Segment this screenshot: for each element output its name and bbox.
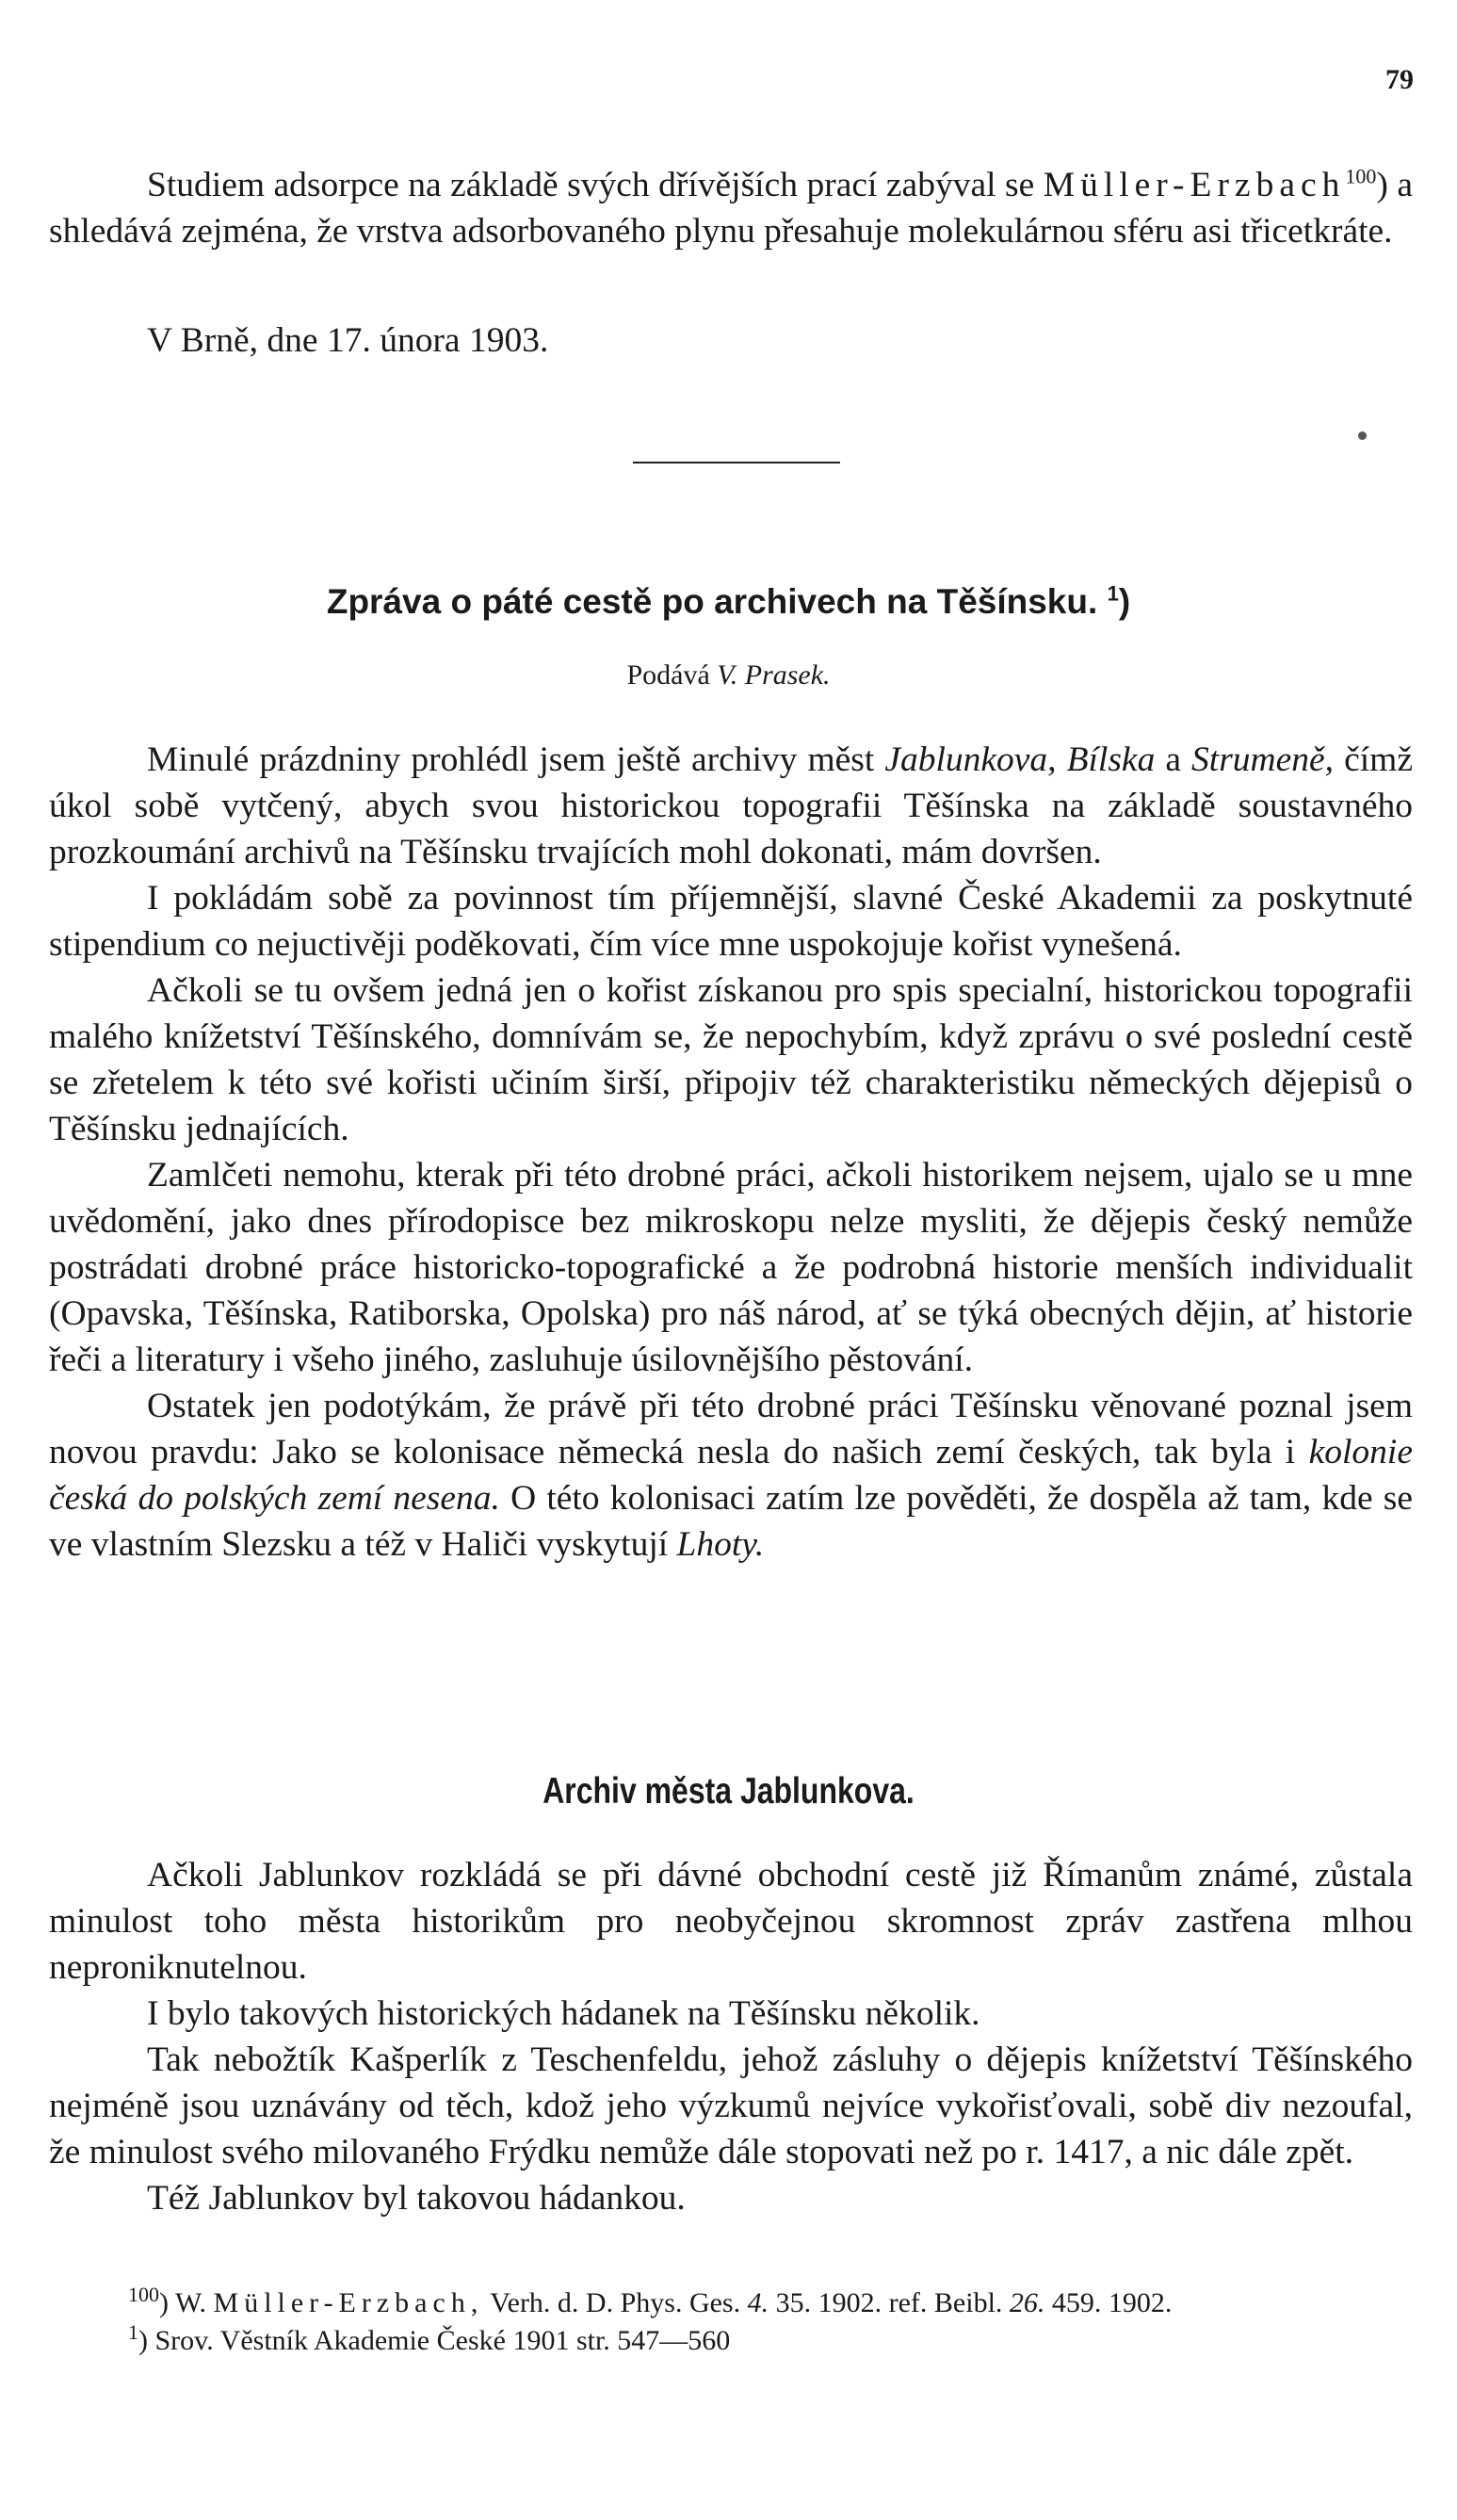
- date-line: V Brně, dne 17. února 1903.: [147, 321, 549, 360]
- footnote-100-marker: 100: [128, 2283, 159, 2306]
- section-paragraph-2: I bylo takových historických hádanek na Těšínsku několik.: [147, 1994, 980, 2033]
- p1-places: Jablunkova, Bílska: [884, 740, 1156, 779]
- print-speck: [1358, 431, 1367, 440]
- byline: [0, 659, 1457, 691]
- fn1-volume: 4.: [747, 2287, 769, 2318]
- fn1-text-d: 459. 1902.: [1044, 2287, 1173, 2318]
- footnote-100: [49, 2284, 1413, 2322]
- footnotes: [49, 2284, 1413, 2360]
- p1-text-a: Minulé prázdniny prohlédl jsem ještě archivy měst: [147, 740, 885, 779]
- paragraph-3: Ačkoli se tu ovšem jedná jen o kořist získanou pro spis specialní, historickou topografii malého knížetství Těšínského, domnívám se, že nepochybím, když zprávu o své poslední cestě se zřetelem k této své kořisti učiním širší, připojiv též charakteristiku německých dějepisů o Těšínsku jednajících.: [49, 971, 1413, 1148]
- page-number: 79: [1385, 64, 1414, 95]
- paragraph-2: I pokládám sobě za povinnost tím příjemnější, slavné České Akademii za poskytnuté stipendium co nejuctivěji poděkovati, čím více mne uspokojuje kořist vynešená.: [49, 879, 1413, 964]
- paragraph-5: [49, 1383, 1413, 1568]
- fn1-text-c: 35. 1902. ref. Beibl.: [769, 2287, 1010, 2318]
- fn1-beibl-volume: 26.: [1009, 2287, 1045, 2318]
- intro-rest: ) a shledává zejména, že vrstva adsorbovaného plynu přesahuje molekulárnou sféru asi třicetkráte.: [49, 166, 1413, 251]
- p5-text-b: O této kolonisaci zatím lze pověděti, že dospěla až tam, kde se ve vlastním Slezsku a též v Haliči vyskytují: [49, 1479, 1414, 1564]
- section-divider: [633, 462, 840, 463]
- section-body: [49, 1852, 1413, 2221]
- section-paragraph-3: Tak nebožtík Kašperlík z Teschenfeldu, jehož zásluhy o dějepis knížetství Těšínského nejméně jsou uznávány od těch, kdož jeho výzkumů nejvíce vykořisťovali, sobě div nezoufal, že minulost svého milovaného Frýdku nemůže dále stopovati než po r. 1417, a nic dále zpět.: [49, 2040, 1413, 2171]
- report-body: [49, 737, 1413, 1568]
- p1-text-c: čímž úkol sobě vytčený, abych svou historickou topografii Těšínska na základě soustavného prozkoumání archivů na Těšínsku trvajících mohl dokonati, mám dovršen.: [49, 740, 1413, 871]
- p5-emphasis: kolonie česká do polských zemí nesena.: [49, 1433, 1413, 1518]
- author-name: V. Prasek.: [717, 659, 831, 691]
- fn1-text-a: ) W.: [159, 2287, 214, 2318]
- section-heading: Archiv města Jablunkova.: [542, 1771, 915, 1812]
- p5-lhoty: Lhoty.: [676, 1525, 765, 1564]
- p1-place-strumen: Strumeně,: [1191, 740, 1335, 779]
- fn1-text-b: Verh. d. D. Phys. Ges.: [483, 2287, 748, 2318]
- footnote-ref-100: 100: [1345, 164, 1377, 188]
- p1-text-b: a: [1155, 740, 1192, 779]
- paragraph-1: [49, 737, 1413, 875]
- footnote-1-marker: 1: [128, 2320, 138, 2344]
- report-title-paren: ): [1118, 582, 1131, 621]
- intro-paragraph: [49, 162, 1413, 254]
- intro-line1: Studiem adsorpce na základě svých dřívějších prací zabýval se: [147, 166, 1035, 204]
- footnote-1: [49, 2322, 1413, 2360]
- byline-prefix: Podává: [626, 659, 718, 691]
- paragraph-4: Zamlčeti nemohu, kterak při této drobné práci, ačkoli historikem nejsem, ujalo se u mne uvědomění, jako dnes přírodopisce bez mikroskopu nelze mysliti, že dějepis český nemůže postrádati drobné práce historicko-topografické a že podrobná historie menších individualit (Opavska, Těšínska, Ratiborska, Opolska) pro náš národ, ať se týká obecných dějin, ať historie řeči a literatury i všeho jiného, zasluhuje úsilovnějšího pěstování.: [49, 1156, 1413, 1379]
- intro-text: [49, 162, 1413, 254]
- report-title-text: Zpráva o páté cestě po archivech na Těšínsku.: [326, 582, 1098, 621]
- footnote-ref-1: 1: [1107, 581, 1119, 606]
- cited-author: Müller-Erzbach: [1043, 166, 1346, 204]
- fn2-text: ) Srov. Věstník Akademie České 1901 str. 547—560: [138, 2325, 731, 2356]
- report-title: [0, 582, 1457, 622]
- fn1-author: Müller-Erzbach,: [213, 2287, 484, 2318]
- section-paragraph-4: Též Jablunkov byl takovou hádankou.: [147, 2179, 686, 2218]
- section-paragraph-1: Ačkoli Jablunkov rozkládá se při dávné obchodní cestě již Římanům známé, zůstala minulost toho města historikům pro neobyčejnou skromnost zpráv zastřena mlhou neproniknutelnou.: [49, 1856, 1413, 1987]
- p5-text-a: Ostatek jen podotýkám, že právě při této drobné práci Těšínsku věnované poznal jsem novou pravdu: Jako se kolonisace německá nesla do našich zemí českých, tak byla i: [49, 1387, 1413, 1471]
